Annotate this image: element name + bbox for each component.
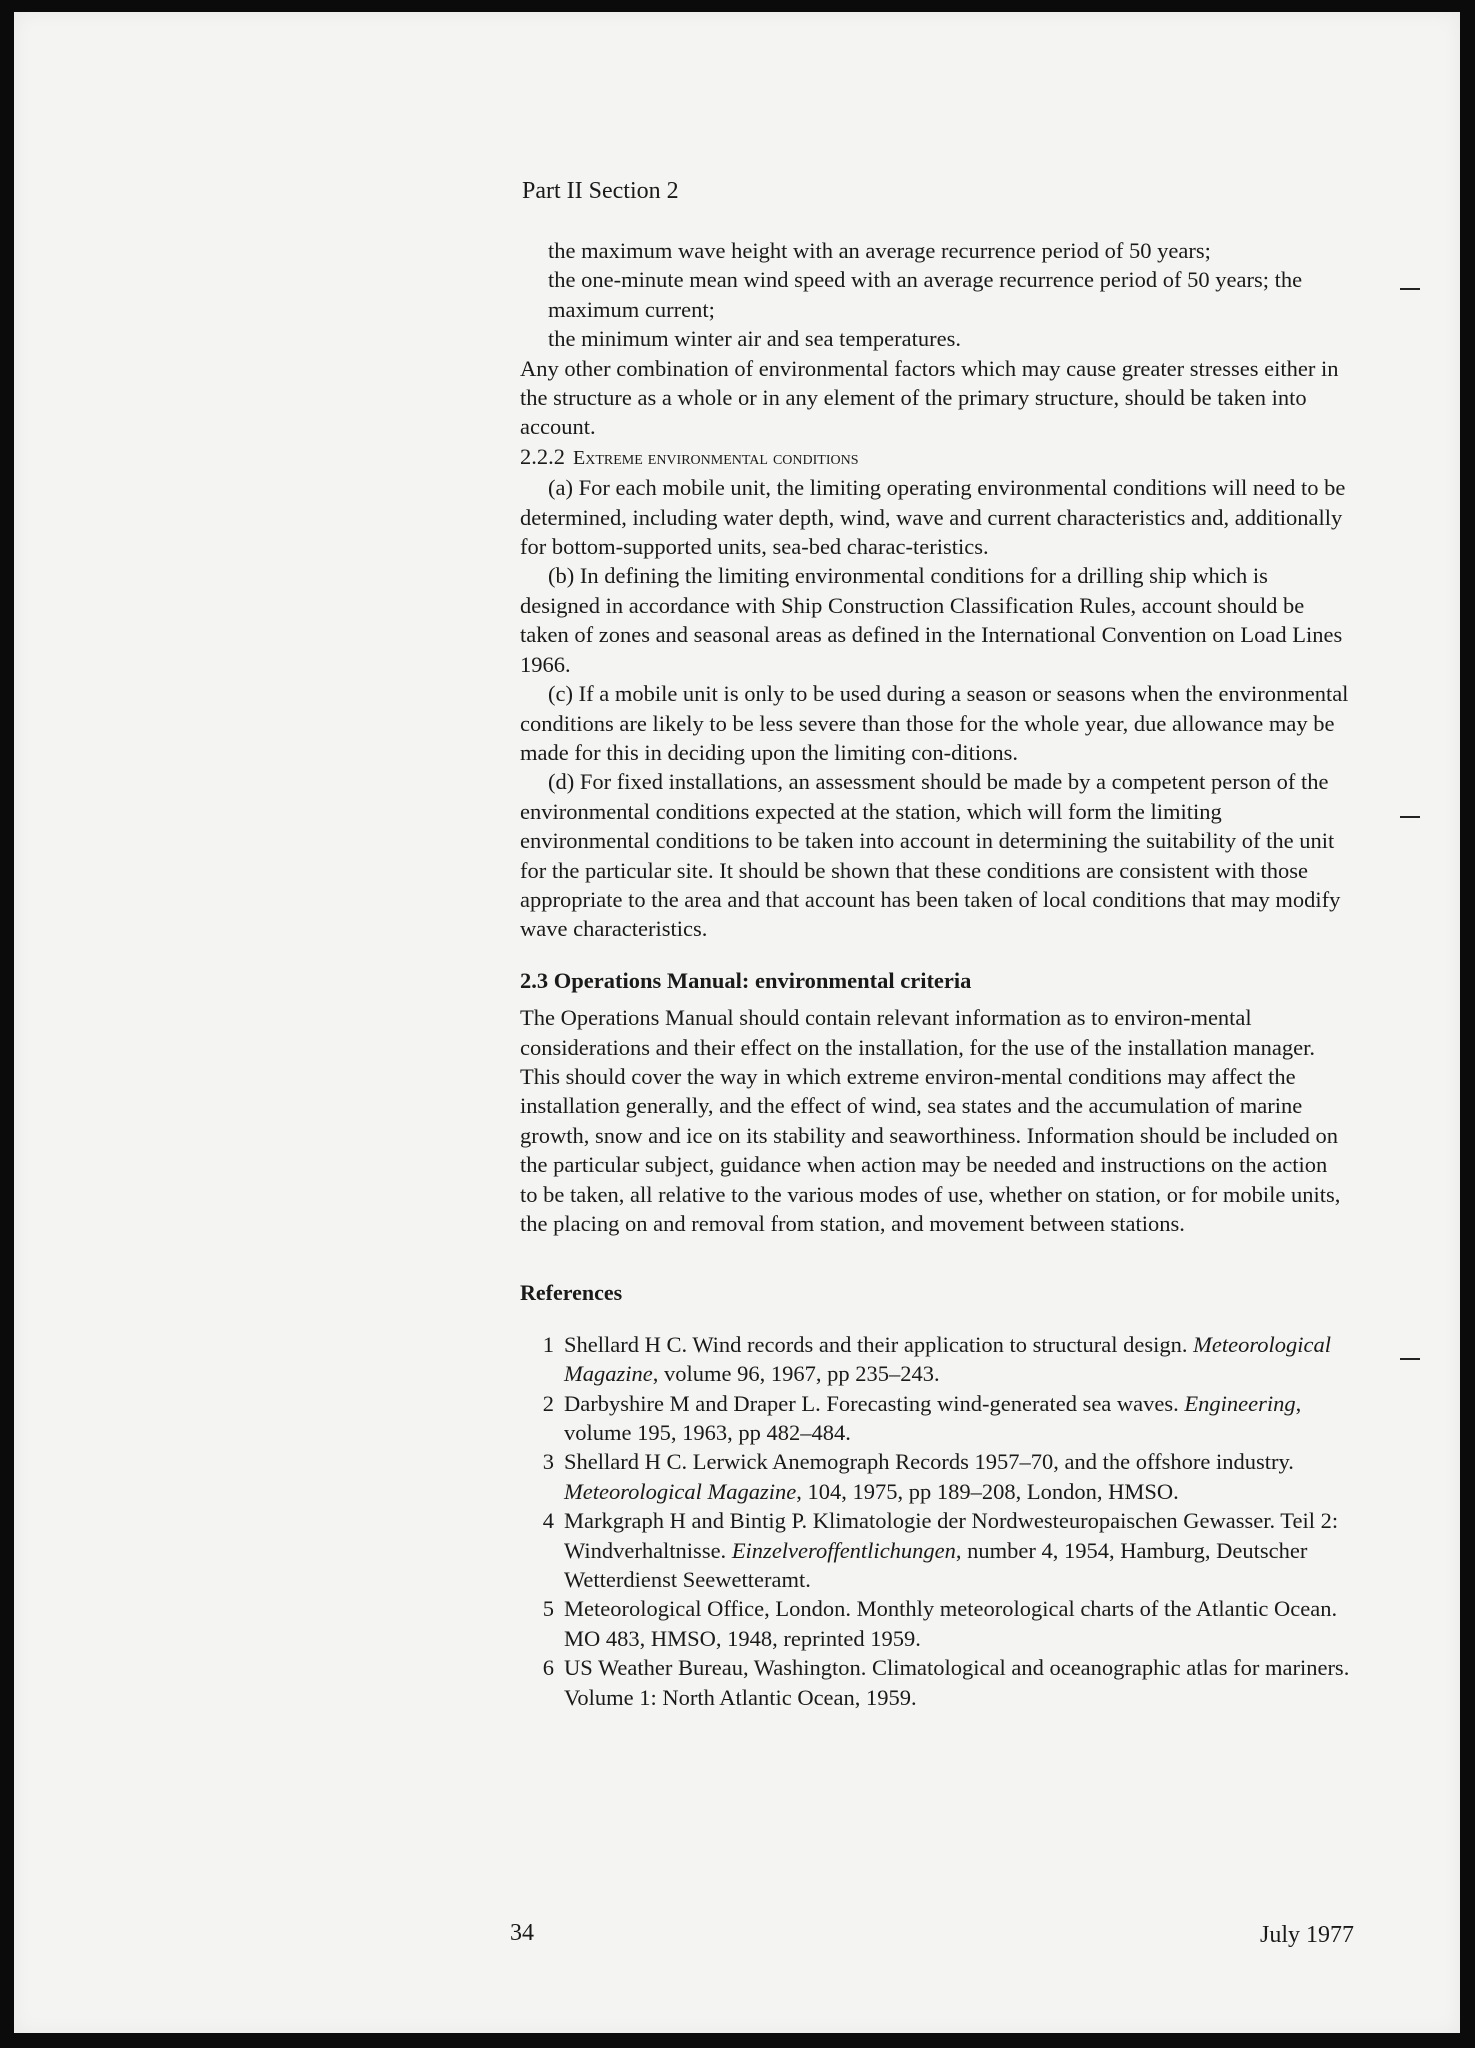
continuation-line: the minimum winter air and sea temperatures. [548, 326, 961, 352]
reference-text: Markgraph H and Bintig P. Klimatologie der Nordwesteuropaischen Gewasser. Teil 2: Windverhaltnisse. Einzelveroffentlichungen, number 4, 1954, Hamburg, Deutscher Wetterdienst Seewetteramt. [564, 1508, 1339, 1593]
reference-item [520, 1506, 1350, 1594]
reference-journal: Meteorological Magazine [564, 1478, 797, 1504]
section-paragraph: The Operations Manual should contain relevant information as to environ-mental considerations and their effect on the installation, for the use of the installation manager. This should cover the way in which extreme environ-mental conditions may affect the installation generally, and the effect of wind, sea states and the accumulation of marine growth, snow and ice on its stability and seaworthiness. Information should be included on the particular subject, guidance when action may be needed and instructions on the action to be taken, all relative to the various modes of use, whether on station, or for mobile units, the placing on and removal from station, and movement between stations. [520, 1005, 1341, 1236]
reference-journal: Meteorological Magazine [564, 1331, 1332, 1387]
body-text [520, 236, 1350, 1712]
page-date: July 1977 [1260, 1922, 1355, 1948]
scan-margin-mark [1400, 1358, 1420, 1360]
reference-item [520, 1389, 1350, 1448]
running-head: Part II Section 2 [522, 178, 679, 204]
references-heading: References [520, 1280, 623, 1306]
continuation-line: the maximum wave height with an average recurrence period of 50 years; [548, 238, 1211, 263]
reference-text: US Weather Bureau, Washington. Climatological and oceanographic atlas for mariners. Volume 1: North Atlantic Ocean, 1959. [564, 1655, 1350, 1710]
reference-item [520, 1447, 1350, 1506]
reference-list [520, 1330, 1350, 1712]
reference-text: Shellard H C. Wind records and their application to structural design. Meteorological Magazine, volume 96, 1967, pp 235–243. [564, 1331, 1332, 1387]
scan-margin-mark [1400, 816, 1420, 818]
scan-margin-mark [1400, 288, 1420, 290]
reference-number: 1 [542, 1331, 554, 1357]
reference-number: 5 [542, 1596, 554, 1622]
subsection-title: Extreme environmental conditions [573, 446, 859, 469]
reference-number: 4 [542, 1508, 554, 1534]
reference-number: 6 [542, 1655, 554, 1681]
reference-journal: Einzelveroffentlichungen [731, 1537, 956, 1563]
reference-text: Meteorological Office, London. Monthly meteorological charts of the Atlantic Ocean. MO 483, HMSO, 1948, reprinted 1959. [564, 1596, 1338, 1651]
reference-item [520, 1330, 1350, 1389]
continuation-line: the one-minute mean wind speed with an average recurrence period of 50 years; the maximum current; [548, 267, 1303, 322]
section-heading: 2.3 Operations Manual: environmental criteria [520, 967, 972, 993]
reference-item [520, 1653, 1350, 1712]
subsection-heading [520, 442, 1350, 473]
subsection-paragraph-b: (b) In defining the limiting environmental conditions for a drilling ship which is designed in accordance with Ship Construction Classification Rules, account should be taken of zones and seasonal areas as defined in the International Convention on Load Lines 1966. [520, 563, 1343, 677]
reference-number: 3 [542, 1449, 554, 1475]
subsection-paragraph-d: (d) For fixed installations, an assessment should be made by a competent person of the environmental conditions expected at the station, which will form the limiting environmental conditions to be taken into account in determining the suitability of the unit for the particular site. It should be shown that these conditions are consistent with those appropriate to the area and that account has been taken of local conditions that may modify wave characteristics. [520, 769, 1341, 942]
reference-number: 2 [542, 1390, 554, 1416]
reference-item [520, 1594, 1350, 1653]
reference-journal: Engineering [1184, 1390, 1296, 1416]
subsection-paragraph-a: (a) For each mobile unit, the limiting operating environmental conditions will need to be determined, including water depth, wind, wave and current characteristics and, additionally for bottom-supported units, sea-bed charac-teristics. [520, 475, 1346, 560]
reference-text: Shellard H C. Lerwick Anemograph Records 1957–70, and the offshore industry. Meteorological Magazine, 104, 1975, pp 189–208, London, HMSO. [564, 1449, 1294, 1504]
page-number: 34 [510, 1920, 534, 1946]
subsection-paragraph-c: (c) If a mobile unit is only to be used during a season or seasons when the environmental conditions are likely to be less severe than those for the whole year, due allowance may be made for this in deciding upon the limiting con-ditions. [520, 681, 1349, 765]
document-page [14, 12, 1460, 2033]
reference-text: Darbyshire M and Draper L. Forecasting wind-generated sea waves. Engineering, volume 195, 1963, pp 482–484. [564, 1390, 1302, 1446]
subsection-number: 2.2.2 [520, 443, 565, 469]
combination-paragraph: Any other combination of environmental factors which may cause greater stresses either in the structure as a whole or in any element of the primary structure, should be taken into account. [520, 355, 1339, 440]
